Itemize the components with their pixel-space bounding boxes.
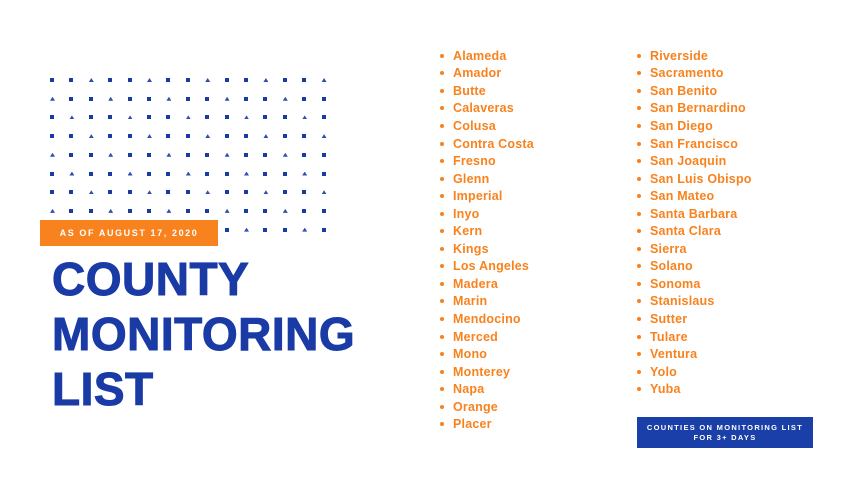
square-dot-icon <box>302 134 306 138</box>
triangle-dot-icon <box>147 78 152 82</box>
square-dot-icon <box>205 172 209 176</box>
county-list-item <box>637 363 752 381</box>
county-list-item <box>637 170 752 188</box>
triangle-dot-icon <box>263 190 268 194</box>
triangle-dot-icon <box>89 134 94 138</box>
square-dot-icon <box>322 228 326 232</box>
title-line-2: MONITORING <box>52 308 356 360</box>
triangle-dot-icon <box>244 115 249 119</box>
bullet-icon <box>440 229 444 233</box>
county-name: Riverside <box>650 48 709 63</box>
bullet-icon <box>637 387 641 391</box>
triangle-dot-icon <box>166 209 171 213</box>
square-dot-icon <box>50 115 54 119</box>
triangle-dot-icon <box>225 209 230 213</box>
county-name: Imperial <box>453 189 503 204</box>
square-dot-icon <box>128 190 132 194</box>
county-list-item <box>637 135 752 153</box>
triangle-dot-icon <box>89 78 94 82</box>
triangle-dot-icon <box>147 134 152 138</box>
square-dot-icon <box>302 97 306 101</box>
square-dot-icon <box>128 209 132 213</box>
dot-pattern-decoration <box>50 78 330 236</box>
square-dot-icon <box>205 153 209 157</box>
county-name: Solano <box>650 259 693 274</box>
square-dot-icon <box>302 153 306 157</box>
county-list-item <box>440 240 534 258</box>
county-list-item <box>440 380 534 398</box>
county-list-item <box>440 205 534 223</box>
square-dot-icon <box>147 172 151 176</box>
county-list-item <box>637 100 752 118</box>
county-list-item <box>440 222 534 240</box>
square-dot-icon <box>263 97 267 101</box>
square-dot-icon <box>244 134 248 138</box>
county-list-item <box>440 398 534 416</box>
square-dot-icon <box>225 134 229 138</box>
county-list-item <box>440 170 534 188</box>
county-list-item <box>637 275 752 293</box>
triangle-dot-icon <box>128 115 133 119</box>
county-name: Alameda <box>453 48 507 63</box>
bullet-icon <box>440 159 444 163</box>
county-name: San Mateo <box>650 189 715 204</box>
square-dot-icon <box>244 153 248 157</box>
county-list-item <box>440 275 534 293</box>
square-dot-icon <box>147 115 151 119</box>
triangle-dot-icon <box>166 153 171 157</box>
date-badge-label: AS OF AUGUST 17, 2020 <box>59 228 199 238</box>
county-list-item <box>637 240 752 258</box>
county-name: Orange <box>453 399 498 414</box>
county-list-item <box>440 345 534 363</box>
bullet-icon <box>637 370 641 374</box>
county-list-item <box>637 82 752 100</box>
square-dot-icon <box>186 134 190 138</box>
square-dot-icon <box>263 209 267 213</box>
square-dot-icon <box>89 97 93 101</box>
triangle-dot-icon <box>244 172 249 176</box>
monitoring-duration-line-2: FOR 3+ DAYS <box>693 432 757 442</box>
county-name: Yuba <box>650 382 681 397</box>
square-dot-icon <box>69 97 73 101</box>
county-name: Santa Barbara <box>650 206 738 221</box>
bullet-icon <box>440 282 444 286</box>
square-dot-icon <box>69 78 73 82</box>
bullet-icon <box>440 317 444 321</box>
square-dot-icon <box>108 115 112 119</box>
triangle-dot-icon <box>147 190 152 194</box>
county-name: San Luis Obispo <box>650 171 752 186</box>
bullet-icon <box>637 247 641 251</box>
square-dot-icon <box>322 153 326 157</box>
county-list-item <box>440 82 534 100</box>
bullet-icon <box>637 229 641 233</box>
triangle-dot-icon <box>283 209 288 213</box>
bullet-icon <box>440 142 444 146</box>
square-dot-icon <box>186 153 190 157</box>
county-list-item <box>440 363 534 381</box>
triangle-dot-icon <box>50 209 55 213</box>
square-dot-icon <box>302 190 306 194</box>
monitoring-duration-line-1: COUNTIES ON MONITORING LIST <box>646 422 804 432</box>
bullet-icon <box>440 71 444 75</box>
square-dot-icon <box>244 78 248 82</box>
square-dot-icon <box>263 115 267 119</box>
square-dot-icon <box>89 115 93 119</box>
county-list-item <box>637 117 752 135</box>
square-dot-icon <box>108 78 112 82</box>
triangle-dot-icon <box>283 97 288 101</box>
square-dot-icon <box>166 190 170 194</box>
square-dot-icon <box>166 78 170 82</box>
square-dot-icon <box>283 190 287 194</box>
square-dot-icon <box>89 172 93 176</box>
bullet-icon <box>637 299 641 303</box>
square-dot-icon <box>69 209 73 213</box>
square-dot-icon <box>128 134 132 138</box>
triangle-dot-icon <box>283 153 288 157</box>
county-list-item <box>637 345 752 363</box>
square-dot-icon <box>263 228 267 232</box>
county-list-item <box>440 258 534 276</box>
square-dot-icon <box>302 209 306 213</box>
county-list-item <box>637 310 752 328</box>
county-list-item <box>637 328 752 346</box>
county-name: San Benito <box>650 83 718 98</box>
county-name: San Joaquin <box>650 154 727 169</box>
county-name: Los Angeles <box>453 259 530 274</box>
county-list-item <box>440 100 534 118</box>
square-dot-icon <box>166 172 170 176</box>
bullet-icon <box>637 194 641 198</box>
square-dot-icon <box>186 97 190 101</box>
triangle-dot-icon <box>322 134 327 138</box>
bullet-icon <box>440 194 444 198</box>
county-list-item <box>637 47 752 65</box>
county-name: Calaveras <box>453 101 514 116</box>
county-name: Madera <box>453 276 498 291</box>
county-list-item <box>637 152 752 170</box>
bullet-icon <box>637 282 641 286</box>
county-list-item <box>440 152 534 170</box>
county-name: Kern <box>453 224 483 239</box>
county-name: San Bernardino <box>650 101 746 116</box>
triangle-dot-icon <box>205 78 210 82</box>
bullet-icon <box>637 54 641 58</box>
square-dot-icon <box>283 115 287 119</box>
bullet-icon <box>637 264 641 268</box>
bullet-icon <box>440 335 444 339</box>
triangle-dot-icon <box>225 97 230 101</box>
county-name: Merced <box>453 329 498 344</box>
county-list-item <box>637 65 752 83</box>
county-name: Napa <box>453 382 485 397</box>
county-name: Tulare <box>650 329 688 344</box>
bullet-icon <box>440 264 444 268</box>
county-list-item <box>440 415 534 433</box>
square-dot-icon <box>147 209 151 213</box>
county-list-item <box>637 258 752 276</box>
triangle-dot-icon <box>302 115 307 119</box>
triangle-dot-icon <box>263 134 268 138</box>
bullet-icon <box>637 352 641 356</box>
bullet-icon <box>637 159 641 163</box>
triangle-dot-icon <box>128 172 133 176</box>
county-name: Kings <box>453 241 489 256</box>
square-dot-icon <box>166 134 170 138</box>
county-name: Santa Clara <box>650 224 721 239</box>
county-list-item <box>440 293 534 311</box>
bullet-icon <box>637 317 641 321</box>
county-name: Monterey <box>453 364 511 379</box>
square-dot-icon <box>302 78 306 82</box>
county-list-item <box>440 135 534 153</box>
county-list-item <box>637 293 752 311</box>
square-dot-icon <box>186 78 190 82</box>
county-list-column-1 <box>440 47 534 433</box>
county-name: Inyo <box>453 206 480 221</box>
title-line-3: LIST <box>52 363 154 415</box>
triangle-dot-icon <box>108 209 113 213</box>
square-dot-icon <box>225 78 229 82</box>
square-dot-icon <box>225 172 229 176</box>
square-dot-icon <box>108 172 112 176</box>
county-list-item <box>637 222 752 240</box>
square-dot-icon <box>186 190 190 194</box>
bullet-icon <box>637 124 641 128</box>
county-name: Colusa <box>453 118 496 133</box>
county-name: Sonoma <box>650 276 701 291</box>
square-dot-icon <box>263 172 267 176</box>
square-dot-icon <box>244 190 248 194</box>
county-name: Amador <box>453 66 502 81</box>
square-dot-icon <box>147 97 151 101</box>
county-name: San Diego <box>650 118 713 133</box>
triangle-dot-icon <box>263 78 268 82</box>
bullet-icon <box>440 106 444 110</box>
bullet-icon <box>637 177 641 181</box>
bullet-icon <box>440 54 444 58</box>
triangle-dot-icon <box>186 115 191 119</box>
bullet-icon <box>637 71 641 75</box>
county-list-item <box>637 205 752 223</box>
county-name: Mendocino <box>453 311 521 326</box>
bullet-icon <box>440 370 444 374</box>
county-name: Sierra <box>650 241 687 256</box>
county-name: Marin <box>453 294 488 309</box>
county-name: Mono <box>453 347 488 362</box>
triangle-dot-icon <box>69 115 74 119</box>
square-dot-icon <box>108 190 112 194</box>
bullet-icon <box>440 124 444 128</box>
county-list-item <box>440 328 534 346</box>
triangle-dot-icon <box>69 172 74 176</box>
county-name: Placer <box>453 417 492 432</box>
triangle-dot-icon <box>205 190 210 194</box>
county-name: Glenn <box>453 171 490 186</box>
county-name: Sutter <box>650 311 688 326</box>
square-dot-icon <box>89 153 93 157</box>
square-dot-icon <box>128 153 132 157</box>
county-list-item <box>440 310 534 328</box>
county-list-item <box>440 65 534 83</box>
triangle-dot-icon <box>50 153 55 157</box>
square-dot-icon <box>69 190 73 194</box>
bullet-icon <box>440 405 444 409</box>
bullet-icon <box>440 422 444 426</box>
square-dot-icon <box>225 190 229 194</box>
bullet-icon <box>637 142 641 146</box>
triangle-dot-icon <box>108 97 113 101</box>
square-dot-icon <box>89 209 93 213</box>
triangle-dot-icon <box>225 153 230 157</box>
triangle-dot-icon <box>108 153 113 157</box>
county-list-item <box>637 380 752 398</box>
square-dot-icon <box>128 78 132 82</box>
triangle-dot-icon <box>186 172 191 176</box>
square-dot-icon <box>225 228 229 232</box>
square-dot-icon <box>205 115 209 119</box>
county-name: Contra Costa <box>453 136 534 151</box>
county-name: Ventura <box>650 347 698 362</box>
square-dot-icon <box>322 115 326 119</box>
county-name: San Francisco <box>650 136 739 151</box>
page-title <box>52 252 355 417</box>
county-list-item <box>637 187 752 205</box>
triangle-dot-icon <box>322 190 327 194</box>
square-dot-icon <box>225 115 229 119</box>
date-badge <box>40 220 218 246</box>
square-dot-icon <box>244 97 248 101</box>
triangle-dot-icon <box>302 228 307 232</box>
square-dot-icon <box>147 153 151 157</box>
bullet-icon <box>637 212 641 216</box>
monitoring-duration-box <box>637 417 813 448</box>
square-dot-icon <box>283 228 287 232</box>
triangle-dot-icon <box>244 228 249 232</box>
triangle-dot-icon <box>50 97 55 101</box>
square-dot-icon <box>50 190 54 194</box>
bullet-icon <box>440 387 444 391</box>
triangle-dot-icon <box>322 78 327 82</box>
square-dot-icon <box>69 134 73 138</box>
bullet-icon <box>440 212 444 216</box>
square-dot-icon <box>69 153 73 157</box>
square-dot-icon <box>166 115 170 119</box>
bullet-icon <box>440 247 444 251</box>
square-dot-icon <box>283 172 287 176</box>
county-list-column-2 <box>637 47 752 398</box>
square-dot-icon <box>205 97 209 101</box>
square-dot-icon <box>205 209 209 213</box>
square-dot-icon <box>108 134 112 138</box>
square-dot-icon <box>50 172 54 176</box>
square-dot-icon <box>283 134 287 138</box>
county-list-item <box>440 47 534 65</box>
square-dot-icon <box>322 172 326 176</box>
square-dot-icon <box>128 97 132 101</box>
square-dot-icon <box>263 153 267 157</box>
county-list-item <box>440 117 534 135</box>
square-dot-icon <box>50 78 54 82</box>
triangle-dot-icon <box>205 134 210 138</box>
county-name: Sacramento <box>650 66 724 81</box>
bullet-icon <box>637 89 641 93</box>
county-name: Fresno <box>453 154 496 169</box>
bullet-icon <box>440 177 444 181</box>
square-dot-icon <box>186 209 190 213</box>
county-name: Yolo <box>650 364 677 379</box>
county-name: Stanislaus <box>650 294 715 309</box>
bullet-icon <box>637 335 641 339</box>
bullet-icon <box>637 106 641 110</box>
triangle-dot-icon <box>166 97 171 101</box>
square-dot-icon <box>50 134 54 138</box>
square-dot-icon <box>322 97 326 101</box>
bullet-icon <box>440 89 444 93</box>
triangle-dot-icon <box>89 190 94 194</box>
square-dot-icon <box>244 209 248 213</box>
triangle-dot-icon <box>302 172 307 176</box>
county-name: Butte <box>453 83 486 98</box>
square-dot-icon <box>283 78 287 82</box>
bullet-icon <box>440 299 444 303</box>
bullet-icon <box>440 352 444 356</box>
county-list-item <box>440 187 534 205</box>
square-dot-icon <box>322 209 326 213</box>
title-line-1: COUNTY <box>52 253 250 305</box>
